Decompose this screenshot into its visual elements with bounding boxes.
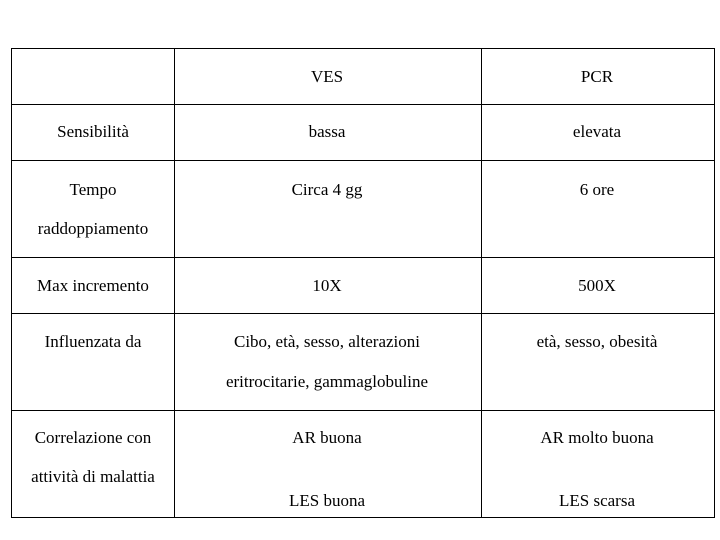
row-label-tempo-line2: raddoppiamento — [37, 219, 149, 238]
column-divider — [481, 49, 482, 517]
cell-ves-correlazione: AR buona — [292, 428, 362, 447]
cell-ves-sensibilita: bassa — [308, 122, 346, 141]
cell-pcr-correlazione: AR molto buona — [540, 428, 654, 447]
row-label-correlazione: Correlazione con — [34, 428, 152, 447]
row-divider — [12, 104, 714, 105]
row-label-tempo: Tempo — [69, 180, 117, 199]
cell-pcr-tempo: 6 ore — [579, 180, 615, 199]
row-divider — [12, 257, 714, 258]
cell-pcr-sensibilita: elevata — [572, 122, 622, 141]
row-divider — [12, 313, 714, 314]
row-label-sensibilita: Sensibilità — [57, 122, 129, 141]
cell-ves-influenzata: Cibo, età, sesso, alterazioni — [233, 332, 421, 351]
header-ves: VES — [310, 67, 344, 86]
header-pcr: PCR — [580, 67, 614, 86]
cell-pcr-max-incremento: 500X — [578, 276, 616, 295]
column-divider — [174, 49, 175, 517]
cell-ves-correlazione-line2: LES buona — [288, 491, 366, 510]
cell-pcr-correlazione-line2: LES scarsa — [558, 491, 636, 510]
row-label-influenzata: Influenzata da — [44, 332, 142, 351]
cell-ves-influenzata-line2: eritrocitarie, gammaglobuline — [225, 372, 429, 391]
row-label-correlazione-line2: attività di malattia — [31, 467, 155, 486]
cell-ves-tempo: Circa 4 gg — [291, 180, 363, 199]
row-divider — [12, 410, 714, 411]
cell-ves-max-incremento: 10X — [312, 276, 342, 295]
row-divider — [12, 160, 714, 161]
comparison-table — [11, 48, 715, 518]
row-label-max-incremento: Max incremento — [37, 276, 149, 295]
cell-pcr-influenzata: età, sesso, obesità — [536, 332, 658, 351]
